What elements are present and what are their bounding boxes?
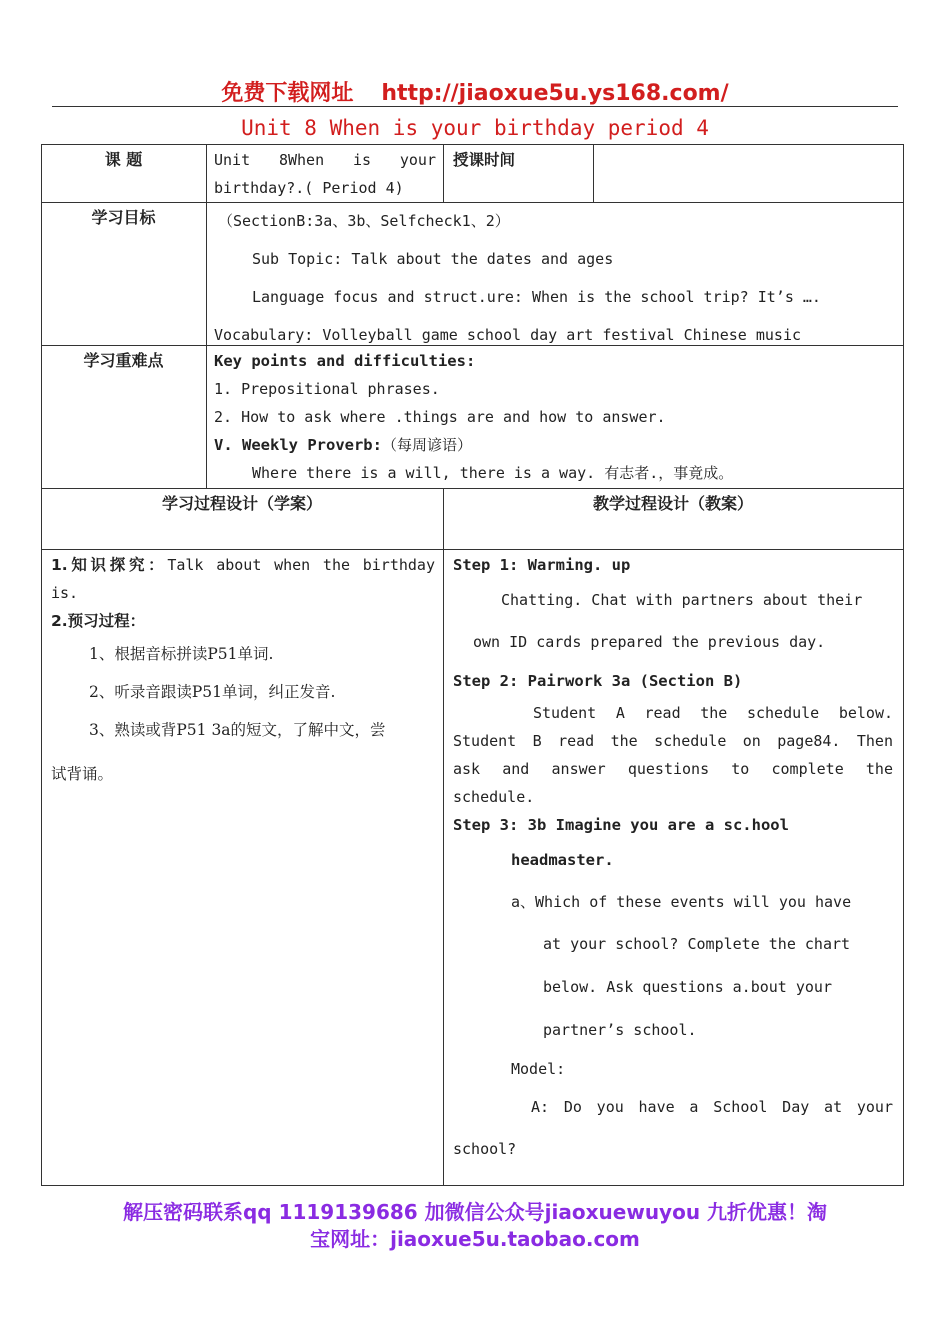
preview-step: 3、熟读或背P51 3a的短文，了解中文，尝 — [89, 721, 386, 739]
goals-label: 学习目标 — [91, 208, 156, 227]
preview-step: 1、根据音标拼读P51单词. — [89, 645, 274, 663]
footer-line: 解压密码联系qq 1119139686 加微信公众号jiaoxuewuyou 九折优惠！淘 — [122, 1200, 828, 1224]
keypoints-content — [214, 347, 899, 487]
topic-label: 课 题 — [104, 150, 143, 169]
step2-text: Student B read the schedule on page84. Then — [453, 732, 893, 750]
goals-line: （SectionB:3a、3b、Selfcheck1、2） — [218, 212, 510, 230]
step2-title: Step 2: Pairwork 3a (Section B) — [453, 672, 743, 690]
table-border-left — [41, 144, 42, 1186]
document-title: Unit 8 When is your birthday period 4 — [241, 116, 709, 140]
site-label: 免费下载网址 — [221, 81, 354, 106]
table-col-divider — [206, 144, 207, 489]
step2-text: schedule. — [453, 788, 535, 806]
topic-value-line1: Unit 8When is your — [214, 151, 436, 169]
knowledge-label: 1.知识探究： — [51, 556, 168, 574]
topic-value-line2: birthday?.( Period 4) — [214, 179, 404, 197]
model-line-continued: school? — [453, 1140, 517, 1158]
table-row-divider — [41, 549, 904, 550]
table-row-divider — [41, 488, 904, 489]
preview-label: 2.预习过程： — [51, 612, 146, 630]
step1-title: Step 1: Warming. up — [453, 556, 631, 574]
step3-title-continued: headmaster. — [511, 851, 614, 869]
step3-a-text: partner’s school. — [543, 1021, 697, 1039]
student-design-content — [51, 551, 435, 799]
goals-line: Sub Topic: Talk about the dates and ages — [252, 250, 614, 268]
model-label: Model: — [511, 1060, 566, 1078]
step2-text: ask and answer questions to complete the — [453, 760, 893, 778]
download-site-header — [0, 76, 950, 107]
lesson-plan-table — [41, 144, 904, 1186]
topic-value — [214, 146, 436, 202]
header-divider — [52, 106, 898, 107]
knowledge-text: Talk about when the birthday — [167, 556, 435, 574]
goals-line: Vocabulary: Volleyball game school day art festival Chinese music — [214, 326, 801, 344]
table-border-right — [903, 144, 904, 1186]
step1-text: Chatting. Chat with partners about their — [501, 591, 863, 609]
table-col-divider — [443, 488, 444, 1186]
footer-line: 宝网址：jiaoxue5u.taobao.com — [310, 1227, 640, 1251]
step3-a-text: at your school? Complete the chart — [543, 935, 851, 953]
knowledge-text-continued: is. — [51, 584, 79, 602]
site-url-link[interactable]: http://jiaoxue5u.ys168.com/ — [381, 81, 729, 106]
keypoints-label: 学习重难点 — [83, 351, 164, 370]
table-border-top — [41, 144, 904, 145]
goals-content — [214, 202, 899, 354]
preview-step: 2、听录音跟读P51单词，纠正发音. — [89, 683, 336, 701]
teacher-design-content — [453, 551, 893, 1170]
keypoints-heading: Key points and difficulties: — [214, 352, 476, 370]
goals-line: Language focus and struct.ure: When is the school trip? It’s …. — [252, 288, 821, 306]
step3-a-text: below. Ask questions a.bout your — [543, 978, 832, 996]
step1-text: own ID cards prepared the previous day. — [473, 633, 826, 651]
proverb-text: Where there is a will, there is a way. 有志者.，事竟成。 — [252, 464, 734, 482]
table-col-divider — [593, 144, 594, 203]
table-border-bottom — [41, 1185, 904, 1186]
step3-title: Step 3: 3b Imagine you are a sc.hool — [453, 816, 789, 834]
table-col-divider — [443, 144, 444, 203]
student-design-header: 学习过程设计（学案） — [161, 494, 322, 513]
step2-text: Student A read the schedule below. — [533, 704, 893, 722]
keypoints-item: 1. Prepositional phrases. — [214, 380, 440, 398]
model-line: A: Do you have a School Day at your — [531, 1098, 893, 1116]
preview-step-continued: 试背诵。 — [51, 765, 114, 783]
teacher-design-header: 教学过程设计（教案） — [592, 494, 753, 513]
time-label: 授课时间 — [453, 151, 516, 169]
keypoints-item: 2. How to ask where .things are and how to answer. — [214, 408, 666, 426]
promo-footer — [40, 1199, 910, 1253]
proverb-note: （每周谚语） — [381, 436, 472, 454]
step3-a-text: a、Which of these events will you have — [511, 893, 852, 911]
proverb-heading: V. Weekly Proverb: — [214, 436, 382, 454]
